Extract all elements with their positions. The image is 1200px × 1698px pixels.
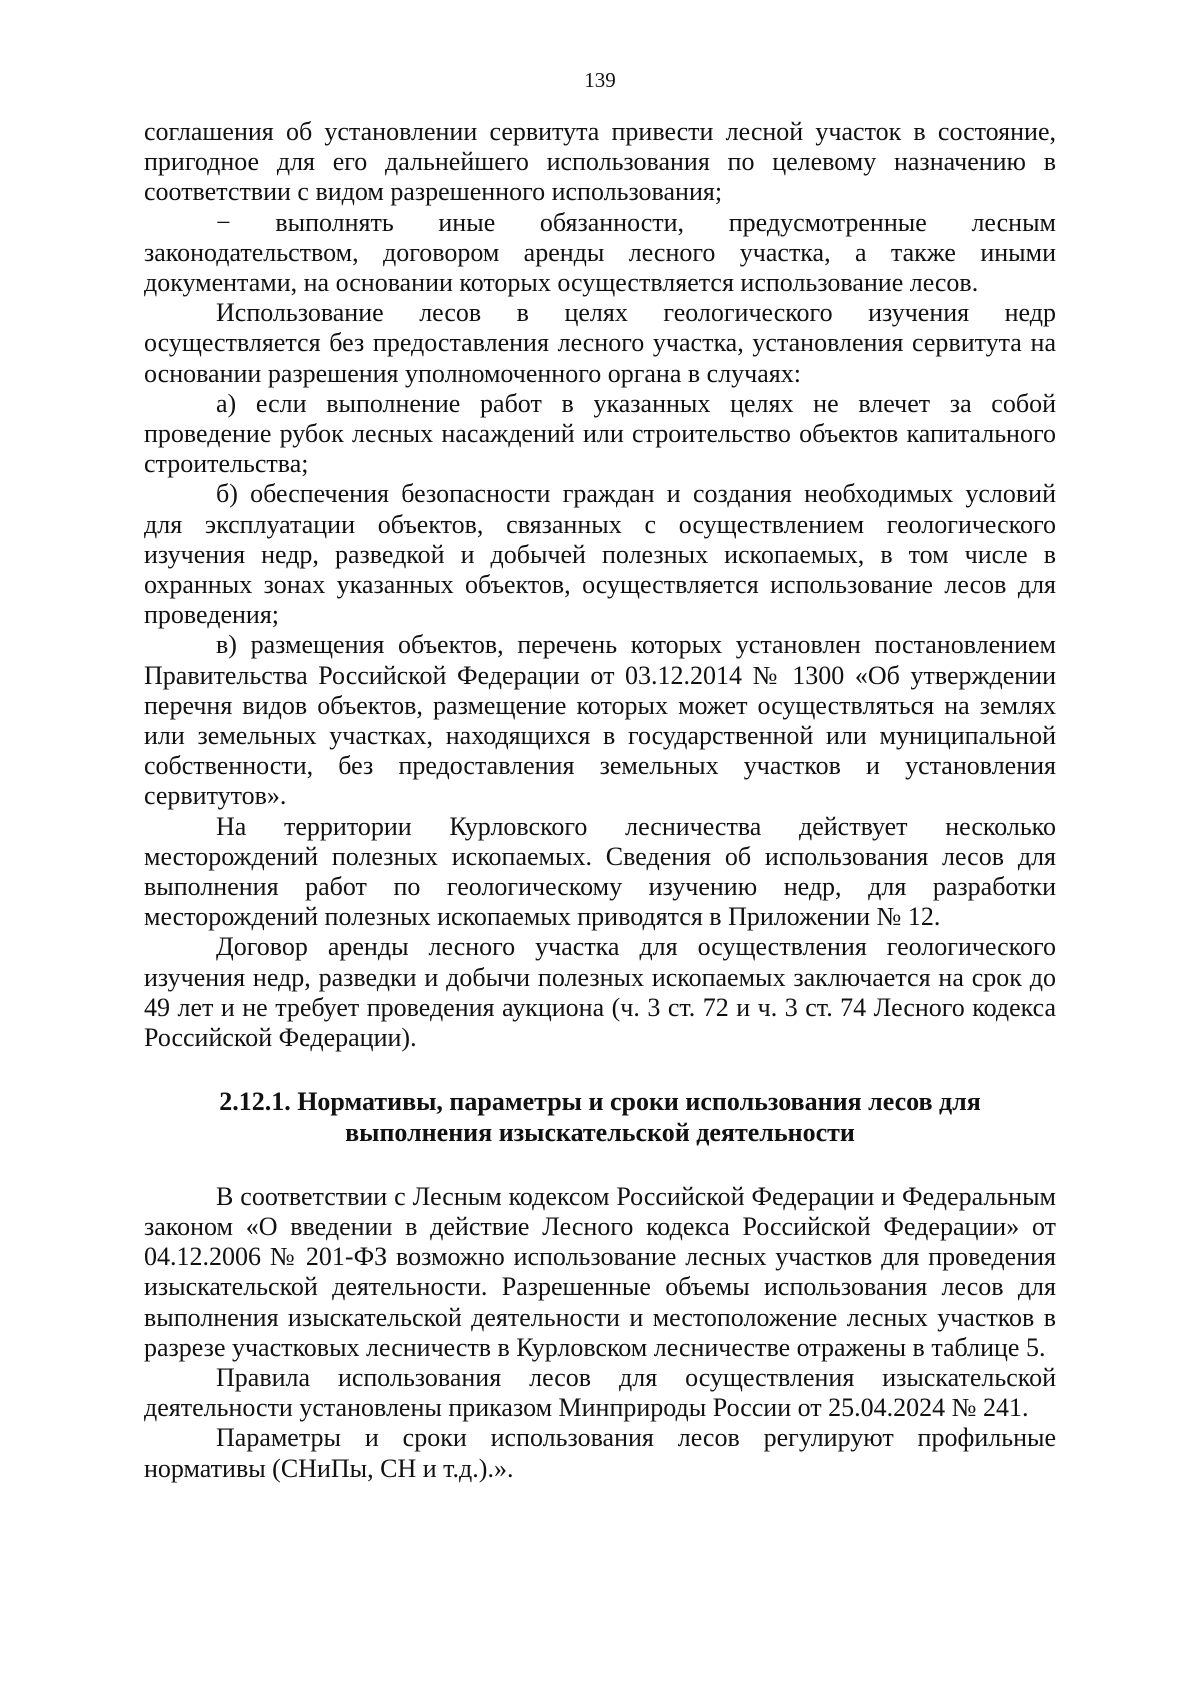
paragraph-geological-use: Использование лесов в целях геологического изучения недр осуществляется без предоставления лесного участка, установления сервитута на основании разрешения уполномоченного органа в случаях:	[144, 298, 1056, 388]
paragraph-case-a: а) если выполнение работ в указанных целях не влечет за собой проведение рубок лесных насаждений или строительство объектов капитального строительства;	[144, 388, 1056, 479]
paragraph-case-b: б) обеспечения безопасности граждан и создания необходимых условий для эксплуатации объектов, связанных с осуществлением геологического изучения недр, разведкой и добычей полезных ископаемых, в том числе в охранных зонах указанных объектов, осуществляется использование лесов для проведения;	[144, 479, 1056, 630]
paragraph-case-v: в) размещения объектов, перечень которых установлен постановлением Правительства Российской Федерации от 03.12.2014 № 1300 «Об утверждении перечня видов объектов, размещение которых может осуществляться на землях или земельных участках, находящихся в государственной или муниципальной собственности, без предоставления земельных участков и установления сервитутов».	[144, 630, 1056, 811]
section-heading: 2.12.1. Нормативы, параметры и сроки использования лесов для выполнения изыскательской деятельности	[219, 1087, 981, 1147]
page-number: 139	[584, 68, 616, 92]
paragraph-sublist-continuation: соглашения об установлении сервитута привести лесной участок в состояние, пригодное для его дальнейшего использования по целевому назначению в соответствии с видом разрешенного использования;	[144, 117, 1056, 207]
paragraph-rules: Правила использования лесов для осуществления изыскательской деятельности установлены приказом Минприроды России от 25.04.2024 № 241.	[144, 1362, 1056, 1423]
paragraph-parameters: Параметры и сроки использования лесов регулируют профильные нормативы (СНиПы, СН и т.д.).».	[144, 1423, 1056, 1483]
paragraph-deposits: На территории Курловского лесничества действует несколько месторождений полезных ископаемых. Сведения об использования лесов для выполнения работ по геологическому изучению недр, для разработки месторождений полезных ископаемых приводятся в Приложении № 12.	[144, 811, 1056, 932]
paragraph-survey-activity: В соответствии с Лесным кодексом Российской Федерации и Федеральным законом «О введении в действие Лесного кодекса Российской Федерации» от 04.12.2006 № 201-ФЗ возможно использование лесных участков для проведения изыскательской деятельности. Разрешенные объемы использования лесов для выполнения изыскательской деятельности и местоположение лесных участков в разрезе участковых лесничеств в Курловском лесничестве отражены в таблице 5.	[144, 1181, 1056, 1362]
document-body	[144, 117, 1056, 1484]
paragraph-list-item-obligations: − выполнять иные обязанности, предусмотренные лесным законодательством, договором аренды лесного участка, а также иными документами, на основании которых осуществляется использование лесов.	[144, 207, 1056, 298]
paragraph-lease-contract: Договор аренды лесного участка для осуществления геологического изучения недр, разведки и добычи полезных ископаемых заключается на срок до 49 лет и не требует проведения аукциона (ч. 3 ст. 72 и ч. 3 ст. 74 Лесного кодекса Российской Федерации).	[144, 932, 1056, 1053]
